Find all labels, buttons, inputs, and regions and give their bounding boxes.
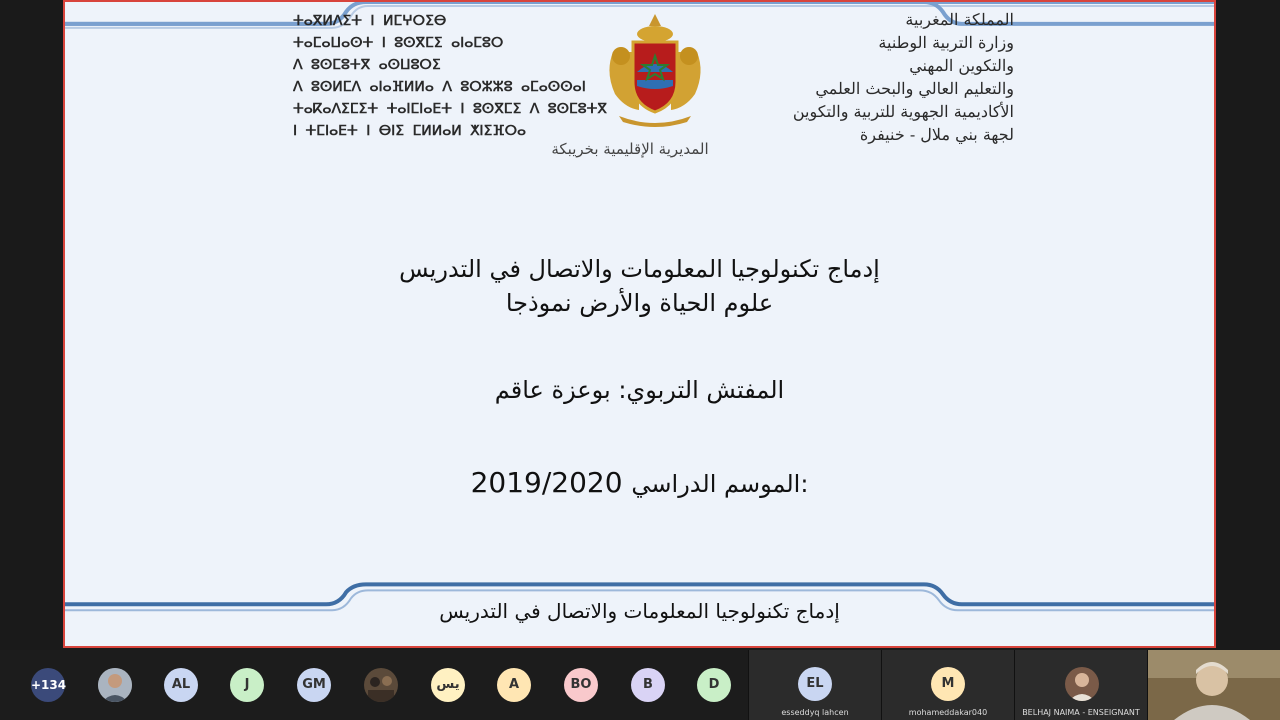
header-right-line: المملكة المغربية [905, 10, 1014, 29]
participant-avatar: EL [798, 667, 832, 701]
participant-avatar[interactable]: A [497, 668, 531, 702]
header-arabic-institution [714, 8, 1014, 146]
header-left-line: ⵏ ⵜⵎⵏⴰⴹⵜ ⵏ ⴱⵏⵉ ⵎⵍⵍⴰⵍ ⵅⵏⵉⴼⵔⴰ [293, 123, 527, 139]
participant-avatar[interactable]: يس [431, 668, 465, 702]
participant-tile[interactable] [1014, 650, 1147, 720]
participant-avatar: M [931, 667, 965, 701]
participant-avatar[interactable]: B [631, 668, 665, 702]
participant-tile[interactable] [881, 650, 1014, 720]
header-left-line: ⴷ ⵓⵙⵍⵎⴷ ⴰⵏⴰⴼⵍⵍⴰ ⴷ ⵓⵔⵣⵣⵓ ⴰⵎⴰⵙⵙⴰⵏ [293, 79, 586, 95]
participant-name: esseddyq lahcen [781, 708, 849, 717]
header-left-line: ⵜⴰⴽⴰⴷⵉⵎⵉⵜ ⵜⴰⵏⵎⵏⴰⴹⵜ ⵏ ⵓⵙⴳⵎⵉ ⴷ ⵓⵙⵎⵓⵜⴳ [293, 101, 607, 117]
more-participants-button[interactable]: +134 [31, 668, 65, 702]
participant-avatar[interactable] [98, 668, 132, 702]
group-photo-icon [364, 668, 398, 702]
participant-avatar[interactable]: GM [297, 668, 331, 702]
participant-name: mohameddakar040 [908, 708, 988, 717]
slide-footer-title: إدماج تكنولوجيا المعلومات والاتصال في التدريس [439, 599, 840, 623]
header-tifinagh-institution [293, 10, 613, 142]
participant-photo [1065, 667, 1099, 701]
title-line: إدماج تكنولوجيا المعلومات والاتصال في التدريس [399, 255, 880, 283]
person-photo-icon [1065, 667, 1099, 701]
header-left-line: ⴷ ⵓⵙⵎⵓⵜⴳ ⴰⵙⵡⵓⵔⵉ [293, 57, 441, 73]
header-right-line: وزارة التربية الوطنية [878, 33, 1014, 52]
subtitle-line: علوم الحياة والأرض نموذجا [505, 289, 774, 317]
participant-avatar[interactable] [364, 668, 398, 702]
inspector-label: المفتش التربوي: بوعزة عاقم [494, 376, 785, 404]
slide-title [65, 252, 1214, 320]
header-right-line: والتكوين المهني [909, 56, 1014, 75]
school-year-value: 2019/2020 [470, 466, 623, 499]
header-right-line: لجهة بني ملال - خنيفرة [859, 125, 1014, 144]
participant-name: BELHAJ NAIMA - ENSEIGNANT [1022, 708, 1140, 717]
webcam-video-icon [1148, 650, 1280, 720]
header-left-line: ⵜⴰⵎⴰⵡⴰⵙⵜ ⵏ ⵓⵙⴳⵎⵉ ⴰⵏⴰⵎⵓⵔ [293, 35, 504, 51]
presentation-slide [63, 0, 1216, 648]
header-right-line: الأكاديمية الجهوية للتربية والتكوين [792, 102, 1014, 121]
self-video-tile[interactable] [1147, 650, 1280, 720]
participant-avatar[interactable]: D [697, 668, 731, 702]
school-year [65, 466, 1214, 499]
moroccan-coat-of-arms-icon [599, 12, 711, 130]
school-year-label: الموسم الدراسي: [631, 470, 809, 498]
participant-avatar[interactable]: BO [564, 668, 598, 702]
header-left-line: ⵜⴰⴳⵍⴷⵉⵜ ⵏ ⵍⵎⵖⵔⵉⴱ [293, 13, 447, 29]
header-right-line: والتعليم العالي والبحث العلمي [815, 79, 1014, 98]
person-photo-icon [98, 668, 132, 702]
participant-avatar[interactable]: J [230, 668, 264, 702]
participant-tile[interactable] [748, 650, 881, 720]
directorate-label: المديرية الإقليمية بخريبكة [551, 140, 709, 158]
participant-avatar[interactable]: AL [164, 668, 198, 702]
